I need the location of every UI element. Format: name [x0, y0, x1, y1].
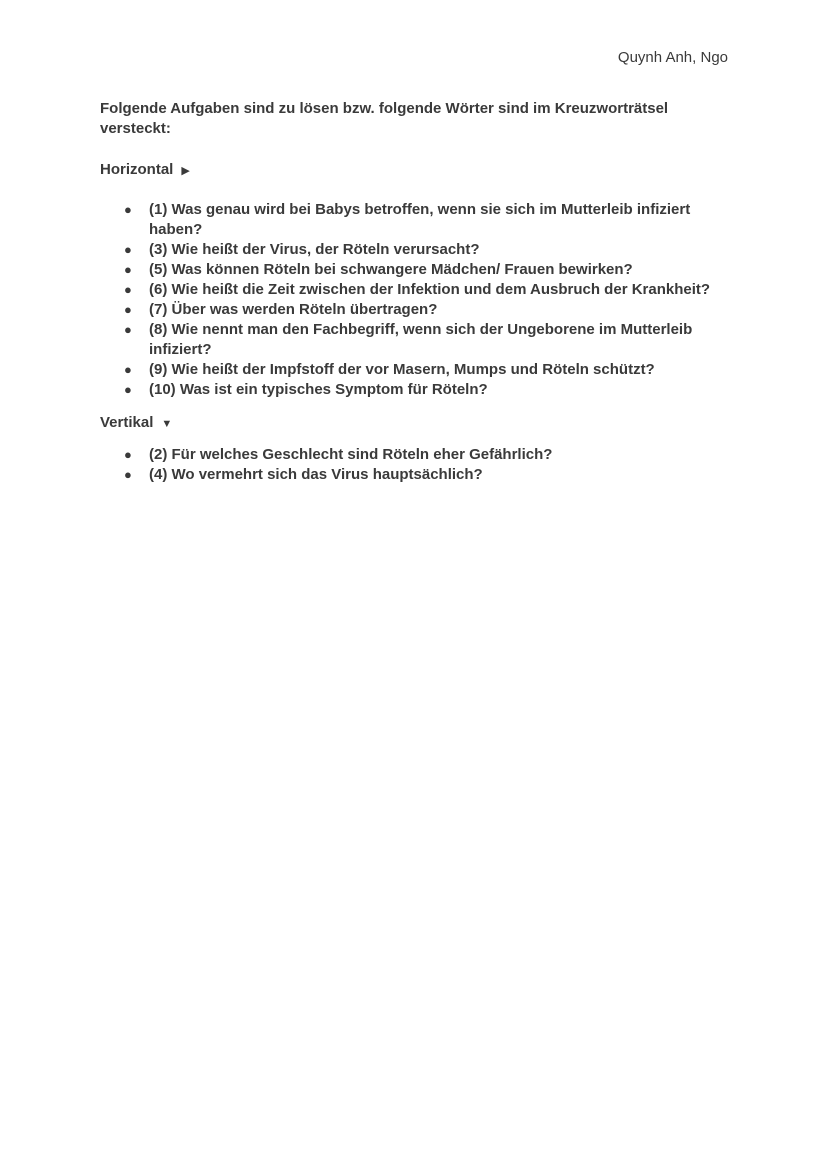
question-text: (3) Wie heißt der Virus, der Röteln verursacht? — [149, 241, 480, 258]
list-item — [124, 300, 734, 320]
bullet-icon: ● — [124, 302, 132, 317]
horizontal-question-list — [124, 200, 734, 400]
list-item — [124, 280, 734, 300]
bullet-icon: ● — [124, 322, 132, 337]
bullet-icon: ● — [124, 447, 132, 462]
bullet-icon: ● — [124, 382, 132, 397]
bullet-icon: ● — [124, 282, 132, 297]
arrow-down-icon: ▼ — [161, 418, 173, 430]
bullet-icon: ● — [124, 242, 132, 257]
question-text: (10) Was ist ein typisches Symptom für Röteln? — [149, 381, 488, 398]
bullet-icon: ● — [124, 467, 132, 482]
question-text: (5) Was können Röteln bei schwangere Mädchen/ Frauen bewirken? — [149, 261, 633, 278]
list-item — [124, 380, 734, 400]
bullet-icon: ● — [124, 262, 132, 277]
list-item — [124, 360, 734, 380]
list-item — [124, 445, 734, 465]
bullet-icon: ● — [124, 362, 132, 377]
question-text: (6) Wie heißt die Zeit zwischen der Infektion und dem Ausbruch der Krankheit? — [149, 281, 711, 298]
arrow-right-icon: ▶ — [181, 165, 190, 177]
list-item — [124, 465, 734, 485]
vertikal-question-list — [124, 445, 734, 485]
author-name: Quynh Anh, Ngo — [617, 49, 728, 66]
question-text: (1) Was genau wird bei Babys betroffen, wenn sie sich im Mutterleib infiziert haben? — [149, 201, 691, 238]
heading-horizontal-label: Horizontal — [100, 161, 174, 178]
question-text: (2) Für welches Geschlecht sind Röteln eher Gefährlich? — [149, 446, 553, 463]
question-text: (9) Wie heißt der Impfstoff der vor Masern, Mumps und Röteln schützt? — [149, 361, 655, 378]
intro-text: Folgende Aufgaben sind zu lösen bzw. folgende Wörter sind im Kreuzworträtsel versteckt: — [100, 100, 669, 137]
bullet-icon: ● — [124, 202, 132, 217]
question-text: (7) Über was werden Röteln übertragen? — [149, 301, 438, 318]
question-text: (8) Wie nennt man den Fachbegriff, wenn sich der Ungeborene im Mutterleib infiziert? — [149, 321, 693, 358]
list-item — [124, 240, 734, 260]
list-item — [124, 200, 734, 240]
heading-vertikal-label: Vertikal — [100, 414, 154, 431]
list-item — [124, 320, 734, 360]
list-item — [124, 260, 734, 280]
heading-horizontal — [100, 161, 190, 178]
heading-vertikal — [100, 414, 172, 431]
question-text: (4) Wo vermehrt sich das Virus hauptsächlich? — [149, 466, 483, 483]
